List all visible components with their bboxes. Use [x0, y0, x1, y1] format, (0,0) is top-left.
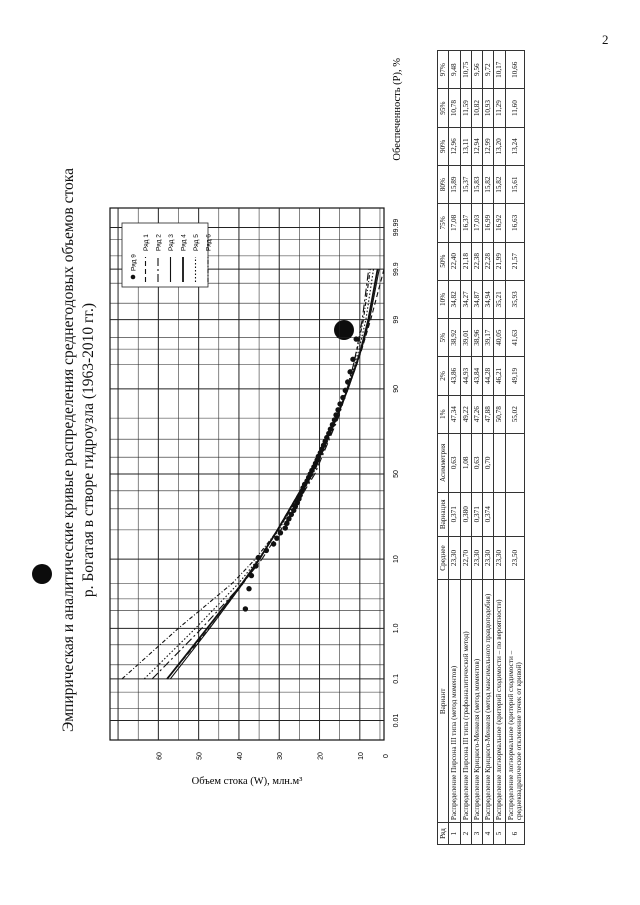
data-point	[243, 606, 248, 611]
header-cell: Вариация	[438, 492, 449, 536]
table-cell: 17,08	[449, 204, 460, 242]
header-cell: Ряд	[438, 823, 449, 845]
table-cell: 35,21	[494, 280, 505, 318]
table-row	[494, 51, 505, 845]
table-cell: 6	[505, 823, 525, 845]
table-cell: 2	[460, 823, 471, 845]
table-row	[449, 51, 460, 845]
header-cell: Вариант	[438, 580, 449, 823]
data-point	[264, 548, 269, 553]
y-tick-label: 10	[357, 752, 365, 760]
table-cell: 9,48	[449, 51, 460, 89]
table-cell: 49,22	[460, 395, 471, 433]
x-tick-label: 99.99	[393, 218, 400, 237]
legend-label: Ряд 9	[130, 254, 138, 271]
table-cell: 47,88	[483, 395, 494, 433]
data-point	[330, 422, 335, 427]
table-row	[471, 51, 482, 845]
x-tick-label: 50	[393, 470, 400, 478]
variant-cell: Распределение Крицкого-Менкеля (метод максимального правдоподобия)	[483, 580, 494, 823]
distribution-parameters-table	[437, 50, 525, 845]
table-cell: 10,17	[494, 51, 505, 89]
table-cell: 0,374	[483, 492, 494, 536]
table-cell: 44,93	[460, 357, 471, 395]
y-axis-title: Объем стока (W), млн.м³	[191, 776, 303, 787]
table-cell: 21,99	[494, 242, 505, 280]
x-tick-label: 99	[393, 315, 400, 324]
variant-cell: Распределение Крицкого-Менкеля (метод моментов)	[471, 580, 482, 823]
data-point	[350, 357, 355, 362]
table-cell: 38,92	[449, 319, 460, 357]
table-cell: 12,96	[449, 127, 460, 165]
table-cell: 13,24	[505, 127, 525, 165]
table-cell	[505, 433, 525, 492]
table-row	[483, 51, 494, 845]
table-cell: 16,99	[483, 204, 494, 242]
table-cell: 15,89	[449, 165, 460, 203]
y-tick-label: 60	[156, 752, 164, 760]
table-cell: 3	[471, 823, 482, 845]
table-cell: 16,37	[460, 204, 471, 242]
table-cell: 10,66	[505, 51, 525, 89]
table-cell: 10,93	[483, 89, 494, 127]
table-cell: 23,50	[505, 536, 525, 580]
data-point	[283, 525, 288, 530]
table-cell: 10,78	[449, 89, 460, 127]
table-cell: 34,82	[449, 280, 460, 318]
table-cell: 21,57	[505, 242, 525, 280]
table-cell: 15,82	[483, 165, 494, 203]
table-cell: 34,94	[483, 280, 494, 318]
table-cell: 0,380	[460, 492, 471, 536]
table-cell: 10,75	[460, 51, 471, 89]
data-point	[353, 336, 358, 341]
table-cell: 0,371	[449, 492, 460, 536]
table-cell: 41,63	[505, 319, 525, 357]
variant-cell: Распределение логнормальное (критерий сходимости – по вероятности)	[494, 580, 505, 823]
legend-label: Ряд 6	[205, 234, 213, 251]
header-cell: Среднее	[438, 536, 449, 580]
y-tick-label: 40	[236, 752, 244, 760]
variant-cell: Распределение Пирсона III типа (метод моментов)	[449, 580, 460, 823]
table-cell: 34,27	[460, 280, 471, 318]
table-cell: 13,11	[460, 127, 471, 165]
data-point	[274, 535, 279, 540]
table-cell: 39,01	[460, 319, 471, 357]
x-tick-label: 10	[393, 555, 400, 564]
table-cell: 43,84	[471, 357, 482, 395]
y-tick-label: 50	[196, 752, 204, 760]
table-cell: 5	[494, 823, 505, 845]
table-cell: 10,82	[471, 89, 482, 127]
x-tick-label: 99.9	[393, 262, 400, 276]
table-cell: 13,20	[494, 127, 505, 165]
table-cell: 9,56	[471, 51, 482, 89]
data-point	[278, 530, 283, 535]
data-point	[332, 417, 337, 422]
x-tick-label: 1.0	[393, 623, 400, 634]
legend-marker	[131, 275, 136, 280]
page-number: 2	[602, 32, 609, 47]
table-cell	[494, 433, 505, 492]
data-point	[249, 573, 254, 578]
table-cell	[494, 492, 505, 536]
table-header-row	[438, 51, 449, 845]
table-cell: 9,72	[483, 51, 494, 89]
data-point	[256, 555, 261, 560]
legend-label: Ряд 3	[167, 234, 175, 251]
variant-cell: Распределение Пирсона III типа (графоаналитический метод)	[460, 580, 471, 823]
header-cell: 2%	[438, 357, 449, 395]
y-tick-label: 0	[383, 754, 390, 758]
table-cell: 11,59	[460, 89, 471, 127]
table-cell: 15,37	[460, 165, 471, 203]
header-cell: Асимметрия	[438, 433, 449, 492]
table-cell: 50,78	[494, 395, 505, 433]
header-cell: 95%	[438, 89, 449, 127]
table-cell: 49,19	[505, 357, 525, 395]
header-cell: 1%	[438, 395, 449, 433]
table-cell: 55,02	[505, 395, 525, 433]
data-point	[335, 407, 340, 412]
table-cell: 47,26	[471, 395, 482, 433]
table-cell: 0,70	[483, 433, 494, 492]
header-cell: 50%	[438, 242, 449, 280]
variant-cell: Распределение логнормальное (критерий сходимости – среднеквадратическое отклонение точек от кривой)	[505, 580, 525, 823]
table-cell: 0,63	[471, 433, 482, 492]
header-cell: 97%	[438, 51, 449, 89]
document-title: Эмпирическая и аналитические кривые распределения среднегодовых объемов стока	[60, 168, 77, 732]
table-row	[460, 51, 471, 845]
table-row	[505, 51, 525, 845]
table-cell: 22,40	[449, 242, 460, 280]
table-cell: 1,08	[460, 433, 471, 492]
data-point	[345, 379, 350, 384]
data-point	[343, 388, 348, 393]
legend-label: Ряд 2	[155, 234, 163, 251]
data-point	[271, 541, 276, 546]
table-cell: 23,30	[494, 536, 505, 580]
table-cell: 47,34	[449, 395, 460, 433]
data-point	[253, 563, 258, 568]
x-tick-label: 0.1	[393, 673, 400, 684]
header-cell: 10%	[438, 280, 449, 318]
table-cell: 4	[483, 823, 494, 845]
header-cell: 5%	[438, 319, 449, 357]
table-cell: 12,99	[483, 127, 494, 165]
table-cell: 21,18	[460, 242, 471, 280]
table-cell: 1	[449, 823, 460, 845]
data-point	[347, 369, 352, 374]
legend-label: Ряд 1	[142, 234, 150, 251]
table-cell: 17,03	[471, 204, 482, 242]
y-tick-label: 20	[317, 752, 325, 760]
table-cell: 0,371	[471, 492, 482, 536]
header-cell: 75%	[438, 204, 449, 242]
y-tick-label: 30	[277, 752, 285, 760]
data-point	[246, 586, 251, 591]
table-cell: 22,28	[483, 242, 494, 280]
table-cell: 11,29	[494, 89, 505, 127]
table-cell: 15,82	[494, 165, 505, 203]
table-cell: 16,63	[505, 204, 525, 242]
data-point	[340, 395, 345, 400]
x-axis-title: Обеспеченность (P), %	[392, 58, 403, 161]
data-point	[333, 412, 338, 417]
table-cell	[505, 492, 525, 536]
legend-label: Ряд 4	[180, 234, 188, 251]
data-point	[337, 401, 342, 406]
table-cell: 22,70	[460, 536, 471, 580]
table-cell: 22,38	[471, 242, 482, 280]
table-cell: 40,05	[494, 319, 505, 357]
header-cell: 90%	[438, 127, 449, 165]
table-cell: 15,61	[505, 165, 525, 203]
table-cell: 43,86	[449, 357, 460, 395]
header-cell: 80%	[438, 165, 449, 203]
table-cell: 11,60	[505, 89, 525, 127]
document-subtitle: р. Богатая в створе гидроузла (1963-2010 гг.)	[80, 302, 97, 598]
table-cell: 0,63	[449, 433, 460, 492]
table-cell: 38,96	[471, 319, 482, 357]
table-cell: 39,17	[483, 319, 494, 357]
legend-label: Ряд 5	[192, 234, 200, 251]
table-cell: 35,93	[505, 280, 525, 318]
x-tick-label: 0.01	[393, 713, 400, 728]
table-cell: 23,30	[449, 536, 460, 580]
table-cell: 34,87	[471, 280, 482, 318]
table-cell: 23,30	[471, 536, 482, 580]
table-cell: 16,92	[494, 204, 505, 242]
table-cell: 46,21	[494, 357, 505, 395]
table-cell: 44,28	[483, 357, 494, 395]
x-tick-label: 90	[393, 384, 400, 393]
table-cell: 23,30	[483, 536, 494, 580]
table-cell: 15,83	[471, 165, 482, 203]
table-cell: 12,94	[471, 127, 482, 165]
